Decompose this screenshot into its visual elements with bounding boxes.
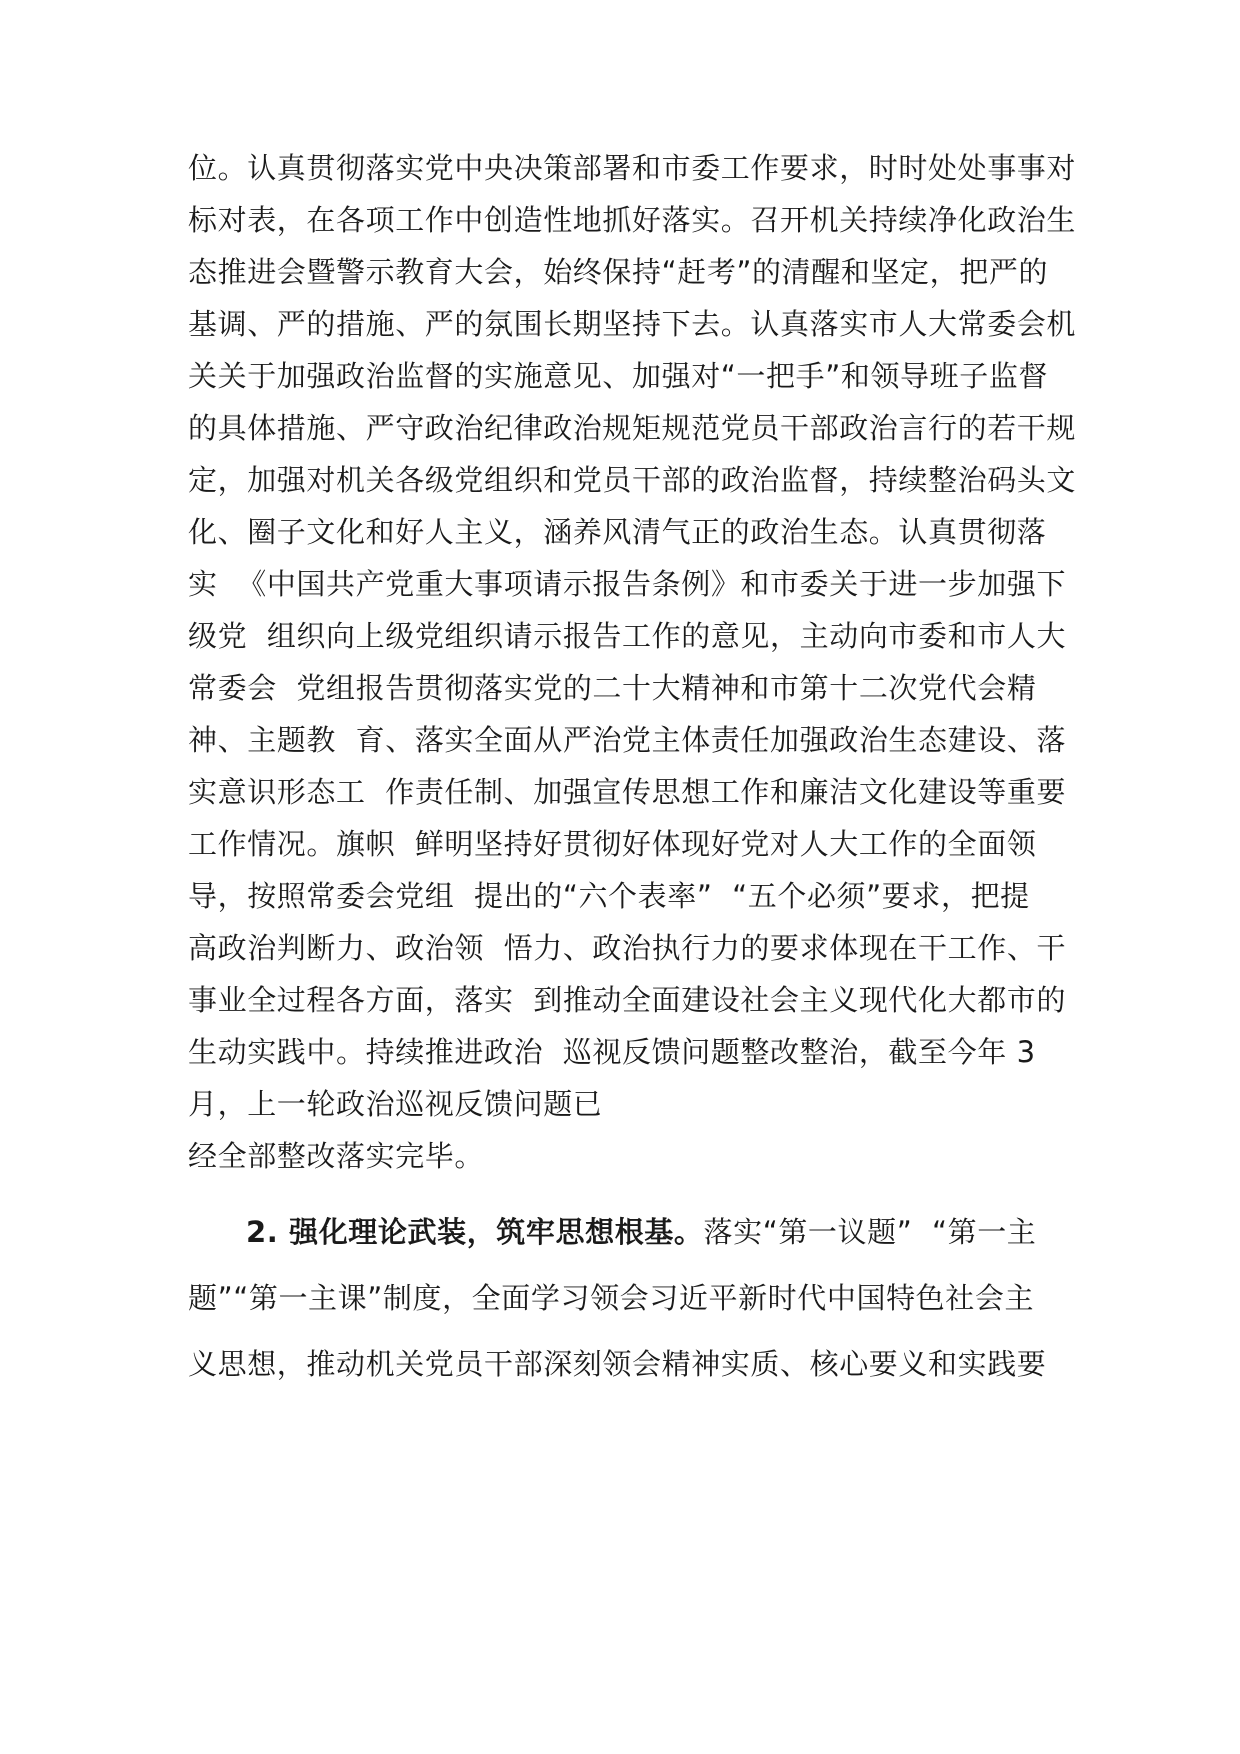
paragraph-line: 位。认真贯彻落实党中央决策部署和市委工作要求，时时处处事事对 <box>188 151 1077 185</box>
paragraph-line: 定，加强对机关各级党组织和党员干部的政治监督，持续整治码头文 <box>188 463 1077 497</box>
paragraph-line: 工作情况。旗帜 鲜明坚持好贯彻好体现好党对人大工作的全面领 <box>188 827 1037 861</box>
paragraph-line: 义思想，推动机关党员干部深刻领会精神实质、核心要义和实践要 <box>188 1347 1047 1381</box>
paragraph-line: 化、圈子文化和好人主义，涵养风清气正的政治生态。认真贯彻落 <box>188 515 1047 549</box>
paragraph-line: 态推进会暨警示教育大会，始终保持“赶考”的清醒和坚定，把严的 <box>188 255 1049 289</box>
paragraph-line: 关关于加强政治监督的实施意见、加强对“一把手”和领导班子监督 <box>188 359 1049 393</box>
paragraph-line: 月，上一轮政治巡视反馈问题已 <box>188 1087 603 1121</box>
paragraph-line: 导，按照常委会党组 提出的“六个表率” “五个必须”要求，把提 <box>188 879 1030 913</box>
paragraph-line: 事业全过程各方面，落实 到推动全面建设社会主义现代化大都市的 <box>188 983 1067 1017</box>
section-heading: 2. 强化理论武装，筑牢思想根基。 <box>246 1215 704 1249</box>
section-heading-continuation: 落实“第一议题” “第一主 <box>703 1215 1037 1249</box>
paragraph-line: 题”“第一主课”制度，全面学习领会习近平新时代中国特色社会主 <box>188 1281 1035 1315</box>
paragraph-line: 基调、严的措施、严的氛围长期坚持下去。认真落实市人大常委会机 <box>188 307 1077 341</box>
paragraph-line: 级党 组织向上级党组织请示报告工作的意见，主动向市委和市人大 <box>188 619 1067 653</box>
paragraph-line: 常委会 党组报告贯彻落实党的二十大精神和市第十二次党代会精 <box>188 671 1037 705</box>
paragraph-line: 实意识形态工 作责任制、加强宣传思想工作和廉洁文化建设等重要 <box>188 775 1067 809</box>
paragraph-line: 标对表，在各项工作中创造性地抓好落实。召开机关持续净化政治生 <box>188 203 1077 237</box>
section-heading-line <box>246 1212 1036 1252</box>
paragraph-line: 生动实践中。持续推进政治 巡视反馈问题整改整治，截至今年 3 <box>188 1035 1036 1069</box>
paragraph-line: 经全部整改落实完毕。 <box>188 1139 485 1173</box>
paragraph-line: 的具体措施、严守政治纪律政治规矩规范党员干部政治言行的若干规 <box>188 411 1077 445</box>
paragraph-line: 高政治判断力、政治领 悟力、政治执行力的要求体现在干工作、干 <box>188 931 1067 965</box>
paragraph-line: 神、主题教 育、落实全面从严治党主体责任加强政治生态建设、落 <box>188 723 1067 757</box>
paragraph-line: 实 《中国共产党重大事项请示报告条例》和市委关于进一步加强下 <box>188 567 1067 601</box>
